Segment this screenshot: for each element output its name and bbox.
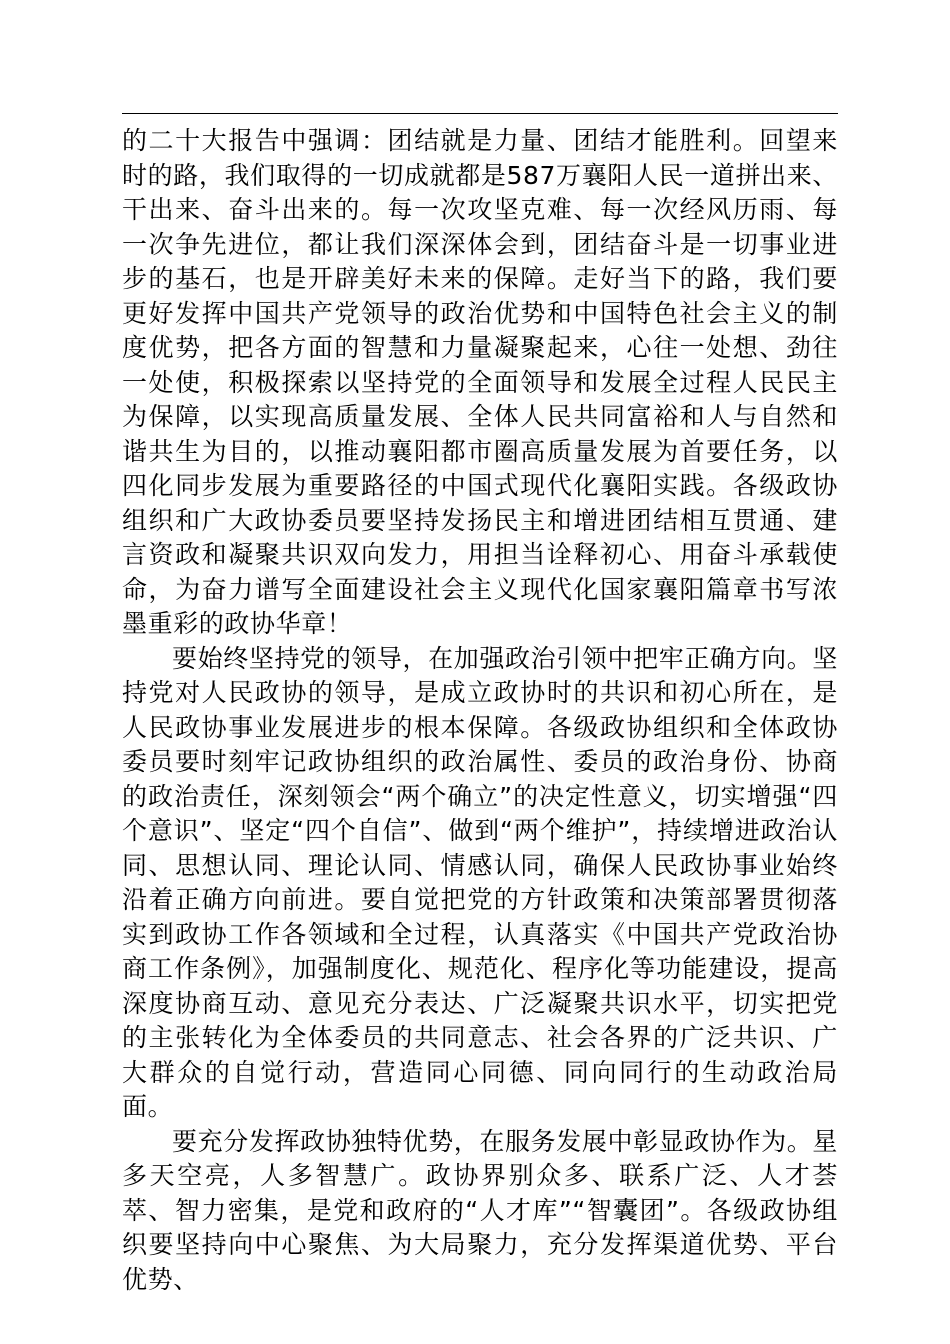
paragraph-party-leadership: 要始终坚持党的领导，在加强政治引领中把牢正确方向。坚持党对人民政协的领导，是成立政协时的共识和初心所在，是人民政协事业发展进步的根本保障。各级政协组织和全体政协委员要时刻牢记政协组织的政治属性、委员的政治身份、协商的政治责任，深刻领会“两个确立”的决定性意义，切实增强“四个意识”、坚定“四个自信”、做到“两个维护”，持续增进政治认同、思想认同、理论认同、情感认同，确保人民政协事业始终沿着正确方向前进。要自觉把党的方针政策和决策部署贯彻落实到政协工作各领域和全过程，认真落实《中国共产党政治协商工作条例》，加强制度化、规范化、程序化等功能建设，提高深度协商互动、意见充分表达、广泛凝聚共识水平，切实把党的主张转化为全体委员的共同意志、社会各界的广泛共识、广大群众的自觉行动，营造同心同德、同向同行的生动政治局面。 (122, 643, 838, 1121)
header-rule (122, 113, 838, 114)
paragraph-continued: 的二十大报告中强调：团结就是力量、团结才能胜利。回望来时的路，我们取得的一切成就都是587万襄阳人民一道拼出来、干出来、奋斗出来的。每一次攻坚克难、每一次经风历雨、每一次争先进位，都让我们深深体会到，团结奋斗是一切事业进步的基石，也是开辟美好未来的保障。走好当下的路，我们要更好发挥中国共产党领导的政治优势和中国特色社会主义的制度优势，把各方面的智慧和力量凝聚起来，心往一处想、劲往一处使，积极探索以坚持党的全面领导和发展全过程人民民主为保障，以实现高质量发展、全体人民共同富裕和人与自然和谐共生为目的，以推动襄阳都市圈高质量发展为首要任务，以四化同步发展为重要路径的中国式现代化襄阳实践。各级政协组织和广大政协委员要坚持发扬民主和增进团结相互贯通、建言资政和凝聚共识双向发力，用担当诠释初心、用奋斗承载使命，为奋力谱写全面建设社会主义现代化国家襄阳篇章书写浓墨重彩的政协华章！ (122, 126, 838, 638)
paragraph-cppcc-advantages: 要充分发挥政协独特优势，在服务发展中彰显政协作为。星多天空亮，人多智慧广。政协界别众多、联系广泛、人才荟萃、智力密集，是党和政府的“人才库”“智囊团”。各级政协组织要坚持向中心聚焦、为大局聚力，充分发挥渠道优势、平台优势、 (122, 1126, 838, 1294)
document-body (122, 124, 838, 1297)
